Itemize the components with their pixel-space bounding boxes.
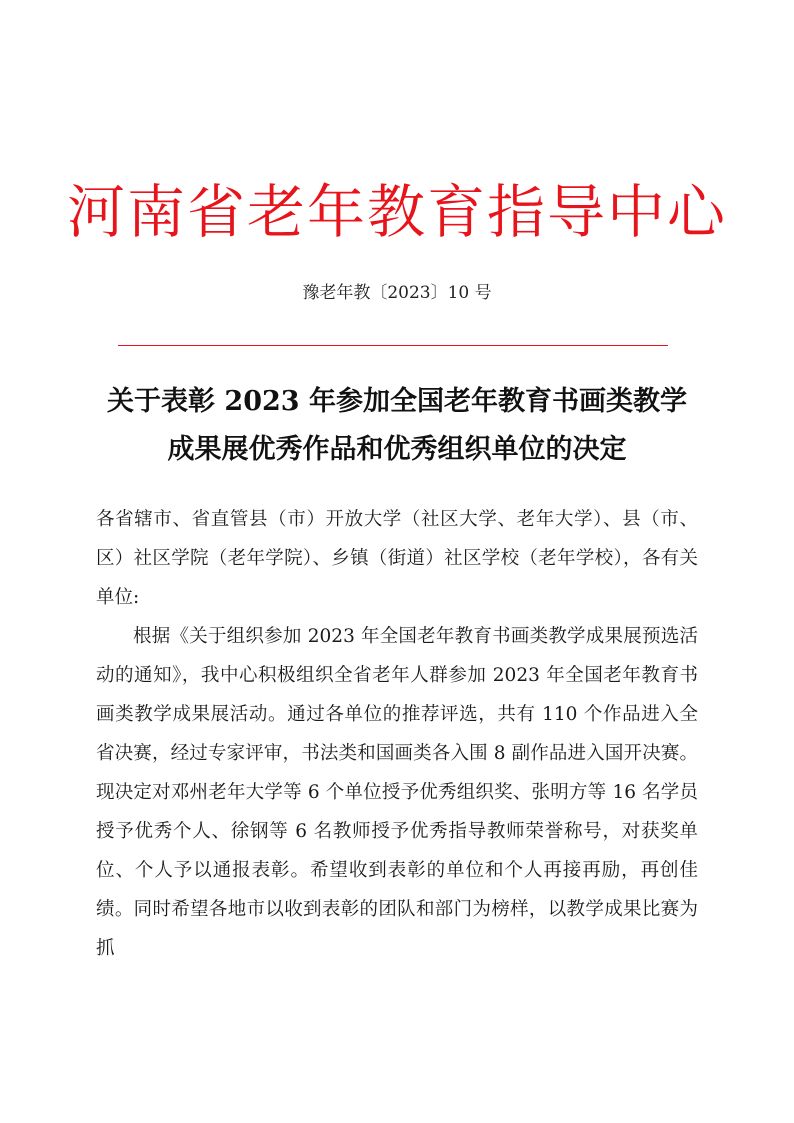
document-body [96, 500, 698, 968]
document-title [60, 378, 734, 474]
salutation: 各省辖市、省直管县（市）开放大学（社区大学、老年大学）、县（市、区）社区学院（老年学院）、乡镇（街道）社区学校（老年学校），各有关单位: [96, 509, 698, 608]
document-title-line-2: 成果展优秀作品和优秀组织单位的决定 [167, 434, 627, 465]
document-title-line-1: 关于表彰 2023 年参加全国老年教育书画类教学 [107, 386, 687, 417]
document-number: 豫老年教〔2023〕10 号 [302, 283, 492, 303]
body-paragraph: 根据《关于组织参加 2023 年全国老年教育书画类教学成果展预选活动的通知》，我中心积极组织全省老年人群参加 2023 年全国老年教育书画类教学成果展活动。通过各单位的推荐评选，共有 110 个作品进入全省决赛，经过专家评审，书法类和国画类各入围 8 副作品进入国开决赛。现决定对邓州老年大学等 6 个单位授予优秀组织奖、张明方等 16 名学员授予优秀个人、徐钢等 6 名教师授予优秀指导教师荣誉称号，对获奖单位、个人予以通报表彰。希望收到表彰的单位和个人再接再励，再创佳绩。同时希望各地市以收到表彰的团队和部门为榜样，以教学成果比赛为抓 [96, 626, 698, 959]
issuing-organization-title: 河南省老年教育指导中心 [66, 178, 727, 246]
red-divider-line [118, 345, 668, 346]
